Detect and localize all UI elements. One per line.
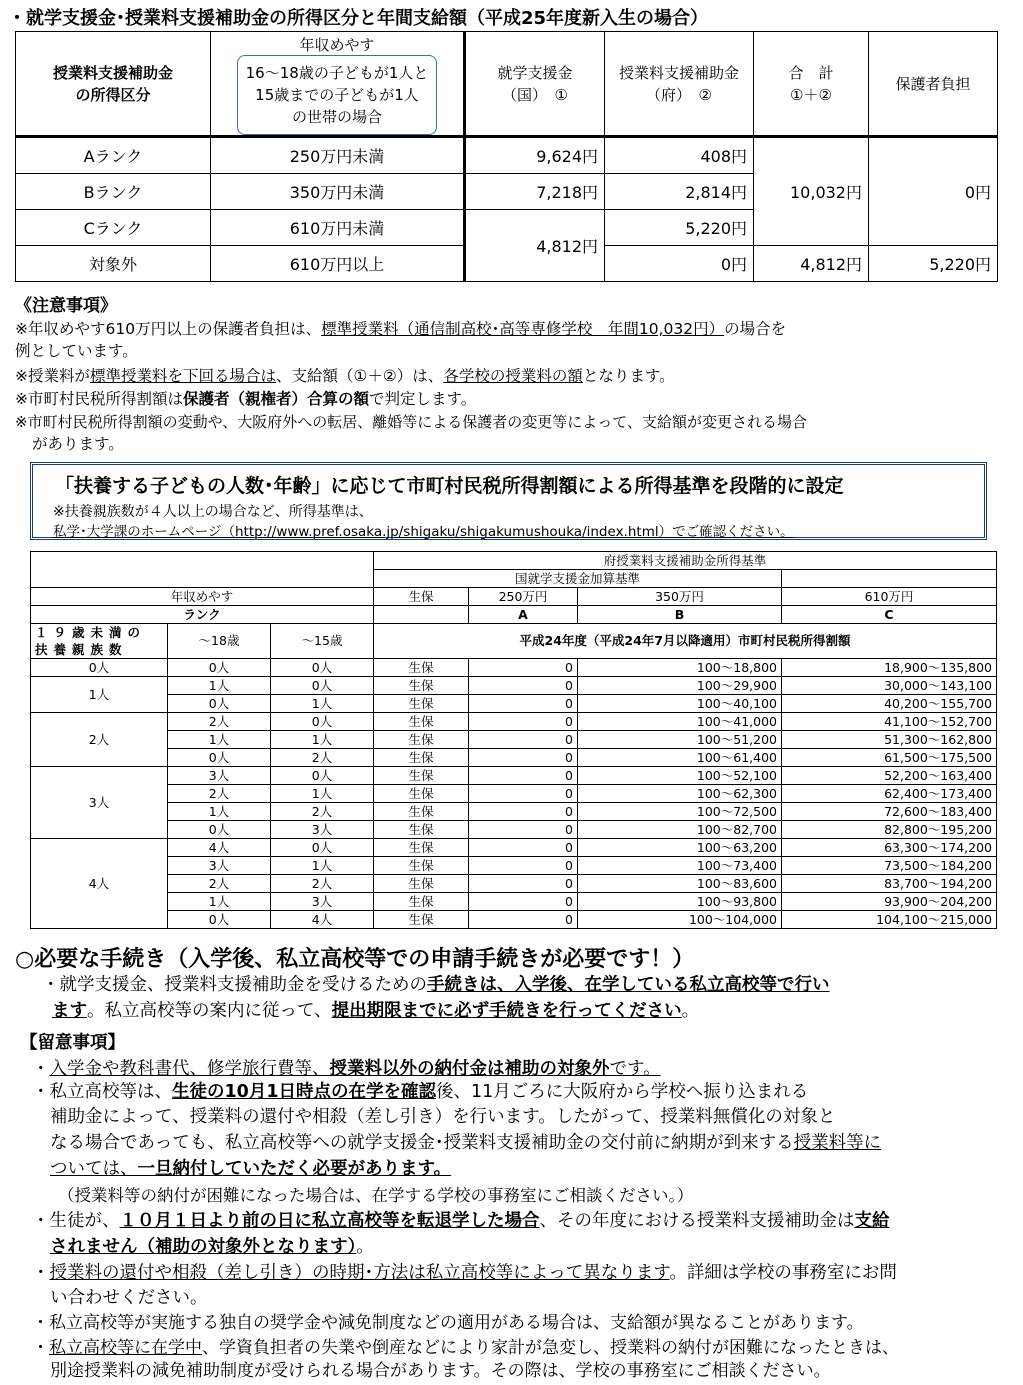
rank-b-cell: 100～62,300 [578, 785, 782, 803]
seiho-cell: 生保 [374, 857, 469, 875]
age15-cell: 1人 [271, 695, 374, 713]
note-4: ※市町村民税所得割額の変動や、大阪府外への転居、離婚等による保護者の変更等によって、支給額が変更される場合 [15, 413, 807, 431]
rank-a-cell: 0 [469, 749, 578, 767]
shugaku-cell: 7,218円 [465, 174, 605, 210]
seiho-cell: 生保 [374, 875, 469, 893]
ryui-item-1: ・入学金や教科書代、修学旅行費等、授業料以外の納付金は補助の対象外です。 [32, 1059, 661, 1079]
rank-a-cell: 0 [469, 839, 578, 857]
rank-c-cell: 41,100～152,700 [782, 713, 997, 731]
hojo-cell: 0円 [605, 246, 754, 282]
age18-cell: 4人 [168, 839, 271, 857]
seiho-cell: 生保 [374, 821, 469, 839]
dependents-count-cell: 2人 [31, 713, 168, 767]
table-row [31, 767, 997, 785]
age18-cell: 0人 [168, 749, 271, 767]
seiho-cell: 生保 [374, 893, 469, 911]
header-250: 250万円 [469, 588, 578, 606]
box-line-2[interactable]: 私学･大学課のホームページ（http://www.pref.osaka.jp/shigaku/shigakumushouka/index.html）でご確認ください。 [53, 524, 794, 540]
header-seiho: 生保 [374, 588, 469, 606]
hojo-cell: 408円 [605, 137, 754, 174]
note-2: ※授業料が標準授業料を下回る場合は、支給額（①＋②）は、各学校の授業料の額となります。 [15, 367, 675, 385]
rank-b-cell: 100～41,000 [578, 713, 782, 731]
dependents-count-cell: 0人 [31, 659, 168, 677]
seiho-cell: 生保 [374, 785, 469, 803]
header-hojo: 授業料支援補助金 （府） ② [605, 32, 754, 137]
age18-cell: 0人 [168, 821, 271, 839]
age15-cell: 0人 [271, 767, 374, 785]
seiho-cell: 生保 [374, 839, 469, 857]
ryui-item-4-l2: い合わせください。 [50, 1288, 208, 1308]
table-row [31, 911, 997, 929]
hojo-cell: 2,814円 [605, 174, 754, 210]
rank-b-cell: 100～72,500 [578, 803, 782, 821]
rank-a-cell: 0 [469, 767, 578, 785]
table-row [31, 731, 997, 749]
dependents-count-cell: 3人 [31, 767, 168, 839]
note-3: ※市町村民税所得割額は保護者（親権者）合算の額で判定します。 [15, 390, 477, 408]
rank-a-cell: 0 [469, 803, 578, 821]
ryui-title: 【留意事項】 [20, 1033, 125, 1053]
rank-c-cell: 93,900～204,200 [782, 893, 997, 911]
dependents-count-cell: 1人 [31, 677, 168, 713]
rank-a-cell: 0 [469, 713, 578, 731]
note-1: ※年収めやす610万円以上の保護者負担は、標準授業料（通信制高校･高等専修学校 年間10,032円）の場合を [15, 320, 787, 338]
header-age-15: ～15歳 [271, 624, 374, 659]
rank-b-cell: 100～52,100 [578, 767, 782, 785]
rank-c-cell: 104,100～215,000 [782, 911, 997, 929]
seiho-cell: 生保 [374, 659, 469, 677]
rank-b-cell: 100～61,400 [578, 749, 782, 767]
shugaku-cell: 4,812円 [465, 210, 605, 282]
rank-a-cell: 0 [469, 875, 578, 893]
dependents-count-cell: 4人 [31, 839, 168, 929]
income-cell: 250万円未満 [211, 137, 465, 174]
income-criteria-table [30, 551, 997, 929]
empty-cell [782, 570, 997, 588]
rank-c-cell: 18,900～135,800 [782, 659, 997, 677]
table-row [31, 803, 997, 821]
rank-b-cell: 100～73,400 [578, 857, 782, 875]
seiho-cell: 生保 [374, 731, 469, 749]
age15-cell: 1人 [271, 785, 374, 803]
table-row [31, 677, 997, 695]
burden-cell: 0円 [869, 137, 998, 246]
rank-cell: Bランク [16, 174, 211, 210]
age15-cell: 2人 [271, 749, 374, 767]
procedure-title: ○必要な手続き（入学後、私立高校等での申請手続きが必要です！） [15, 947, 695, 972]
shugaku-cell: 9,624円 [465, 137, 605, 174]
rank-a-cell: 0 [469, 911, 578, 929]
ryui-item-4: ・授業料の還付や相殺（差し引き）の時期･方法は私立高校等によって異なります。詳細は学校の事務室にお問 [32, 1263, 897, 1283]
rank-a-cell: 0 [469, 821, 578, 839]
rank-b-cell: 100～29,900 [578, 677, 782, 695]
rank-b-cell: 100～82,700 [578, 821, 782, 839]
rank-a-cell: 0 [469, 785, 578, 803]
rank-b-cell: 100～93,800 [578, 893, 782, 911]
ryui-item-3-l2: されません（補助の対象外となります）。 [50, 1237, 374, 1257]
page-heading: ・就学支援金･授業料支援補助金の所得区分と年間支給額（平成25年度新入生の場合） [8, 8, 709, 29]
rank-c-cell: 51,300～162,800 [782, 731, 997, 749]
header-age-18: ～18歳 [168, 624, 271, 659]
table-row [31, 857, 997, 875]
rank-b-cell: 100～18,800 [578, 659, 782, 677]
note-1-cont: 例としています。 [15, 342, 138, 360]
rank-c-cell: 62,400～173,400 [782, 785, 997, 803]
header-total: 合 計 ①＋② [754, 32, 869, 137]
age18-cell: 2人 [168, 785, 271, 803]
income-cell: 610万円未満 [211, 210, 465, 246]
header-nenshu: 年収めやす [31, 588, 374, 606]
seiho-cell: 生保 [374, 803, 469, 821]
rank-a-cell: 0 [469, 731, 578, 749]
age18-cell: 0人 [168, 659, 271, 677]
seiho-cell: 生保 [374, 767, 469, 785]
procedure-line-2: ます。私立高校等の案内に従って、提出期限までに必ず手続きを行ってください。 [52, 1001, 700, 1021]
table-row [31, 839, 997, 857]
rank-cell: Cランク [16, 210, 211, 246]
age15-cell: 2人 [271, 803, 374, 821]
ryui-item-2-l3: なる場合であっても、私立高校等への就学支援金･授業料支援補助金の交付前に納期が到来する授業料等に [50, 1133, 882, 1153]
age15-cell: 0人 [271, 659, 374, 677]
age15-cell: 4人 [271, 911, 374, 929]
notes-title: 《注意事項》 [15, 296, 117, 316]
rank-c-cell: 82,800～195,200 [782, 821, 997, 839]
rank-c-cell: 52,200～163,400 [782, 767, 997, 785]
header-rank-b: B [578, 606, 782, 624]
ryui-item-2-l5: （授業料等の納付が困難になった場合は、在学する学校の事務室にご相談ください。） [58, 1186, 694, 1205]
age15-cell: 3人 [271, 893, 374, 911]
header-rank-a: A [469, 606, 578, 624]
table-row [31, 713, 997, 731]
seiho-cell: 生保 [374, 749, 469, 767]
note-4-cont: があります。 [32, 435, 124, 453]
age15-cell: 0人 [271, 677, 374, 695]
header-rank-c: C [782, 606, 997, 624]
seiho-cell: 生保 [374, 713, 469, 731]
empty-cell [31, 570, 374, 588]
burden-cell: 5,220円 [869, 246, 998, 282]
table-row [31, 659, 997, 677]
age18-cell: 1人 [168, 731, 271, 749]
age18-cell: 3人 [168, 767, 271, 785]
header-rank: ランク [31, 606, 374, 624]
box-title: 「扶養する子どもの人数･年齢」に応じて市町村民税所得割額による所得基準を段階的に設定 [55, 475, 844, 497]
header-shugaku: 就学支援金 （国） ① [465, 32, 605, 137]
age18-cell: 2人 [168, 713, 271, 731]
ryui-item-6-l2: 別途授業料の減免補助制度が受けられる場合があります。その際は、学校の事務室にご相談ください。 [50, 1361, 831, 1381]
income-criteria-box [30, 462, 987, 540]
income-cell: 350万円未満 [211, 174, 465, 210]
rank-b-cell: 100～40,100 [578, 695, 782, 713]
ryui-item-3: ・生徒が、１０月１日より前の日に私立高校等を転退学した場合、その年度における授業料支援補助金は支給 [32, 1211, 890, 1231]
rank-b-cell: 100～104,000 [578, 911, 782, 929]
age15-cell: 1人 [271, 731, 374, 749]
rank-a-cell: 0 [469, 677, 578, 695]
ryui-item-5: ・私立高校等が実施する独自の奨学金や減免制度などの適用がある場合は、支給額が異なることがあります。 [32, 1313, 864, 1333]
rank-c-cell: 63,300～174,200 [782, 839, 997, 857]
rank-cell: Aランク [16, 137, 211, 174]
box-line-1: ※扶養親族数が４人以上の場合など、所得基準は、 [53, 504, 373, 520]
total-cell: 10,032円 [754, 137, 869, 246]
rank-a-cell: 0 [469, 695, 578, 713]
rank-b-cell: 100～51,200 [578, 731, 782, 749]
header-tax-amount: 平成24年度（平成24年7月以降適用）市町村民税所得割額 [374, 624, 997, 659]
seiho-cell: 生保 [374, 911, 469, 929]
rank-c-cell: 61,500～175,500 [782, 749, 997, 767]
table-row [31, 893, 997, 911]
age18-cell: 0人 [168, 911, 271, 929]
rank-c-cell: 83,700～194,200 [782, 875, 997, 893]
ryui-item-2-l2: 補助金によって、授業料の還付や相殺（差し引き）を行います。したがって、授業料無償化の対象と [50, 1107, 836, 1127]
header-610: 610万円 [782, 588, 997, 606]
table-row [31, 875, 997, 893]
procedure-line-1: ・就学支援金、授業料支援補助金を受けるための手続きは、入学後、在学している私立高校等で行い [42, 975, 830, 995]
rank-c-cell: 73,500～184,200 [782, 857, 997, 875]
table-row [31, 785, 997, 803]
ryui-item-6: ・私立高校等に在学中、学資負担者の失業や倒産などにより家計が急変し、授業料の納付が困難になったときは、 [32, 1338, 899, 1358]
header-fu-criteria: 府授業料支援補助金所得基準 [374, 552, 997, 570]
rank-b-cell: 100～83,600 [578, 875, 782, 893]
empty-cell [374, 606, 469, 624]
header-kuni-criteria: 国就学支援金加算基準 [374, 570, 782, 588]
header-dependents: １９歳未満の 扶養親族数 [31, 624, 168, 659]
empty-cell [31, 552, 374, 570]
rank-a-cell: 0 [469, 893, 578, 911]
ryui-item-2-l4: ついては、一旦納付していただく必要があります。 [50, 1159, 452, 1179]
rank-a-cell: 0 [469, 857, 578, 875]
header-350: 350万円 [578, 588, 782, 606]
age15-cell: 1人 [271, 857, 374, 875]
age18-cell: 2人 [168, 875, 271, 893]
table-row [31, 749, 997, 767]
seiho-cell: 生保 [374, 677, 469, 695]
age18-cell: 1人 [168, 893, 271, 911]
rank-c-cell: 72,600～183,400 [782, 803, 997, 821]
header-parent-burden: 保護者負担 [869, 32, 998, 137]
seiho-cell: 生保 [374, 695, 469, 713]
hojo-cell: 5,220円 [605, 210, 754, 246]
header-income-estimate: 年収めやす 16～18歳の子どもが1人と 15歳までの子どもが1人 の世帯の場合 [211, 32, 465, 137]
rank-b-cell: 100～63,200 [578, 839, 782, 857]
age15-cell: 0人 [271, 839, 374, 857]
ryui-item-2: ・私立高校等は、生徒の10月1日時点の在学を確認後、11月ごろに大阪府から学校へ振り込まれる [32, 1082, 809, 1102]
age18-cell: 1人 [168, 803, 271, 821]
age15-cell: 2人 [271, 875, 374, 893]
age18-cell: 1人 [168, 677, 271, 695]
age15-cell: 3人 [271, 821, 374, 839]
income-cell: 610万円以上 [211, 246, 465, 282]
age18-cell: 3人 [168, 857, 271, 875]
total-cell: 4,812円 [754, 246, 869, 282]
rank-c-cell: 30,000～143,100 [782, 677, 997, 695]
age18-cell: 0人 [168, 695, 271, 713]
age15-cell: 0人 [271, 713, 374, 731]
rank-cell: 対象外 [16, 246, 211, 282]
table-row [31, 821, 997, 839]
rank-a-cell: 0 [469, 659, 578, 677]
rank-c-cell: 40,200～155,700 [782, 695, 997, 713]
table-row [31, 695, 997, 713]
header-income-category: 授業料支援補助金 の所得区分 [16, 32, 211, 137]
subsidy-amount-table [15, 31, 998, 282]
